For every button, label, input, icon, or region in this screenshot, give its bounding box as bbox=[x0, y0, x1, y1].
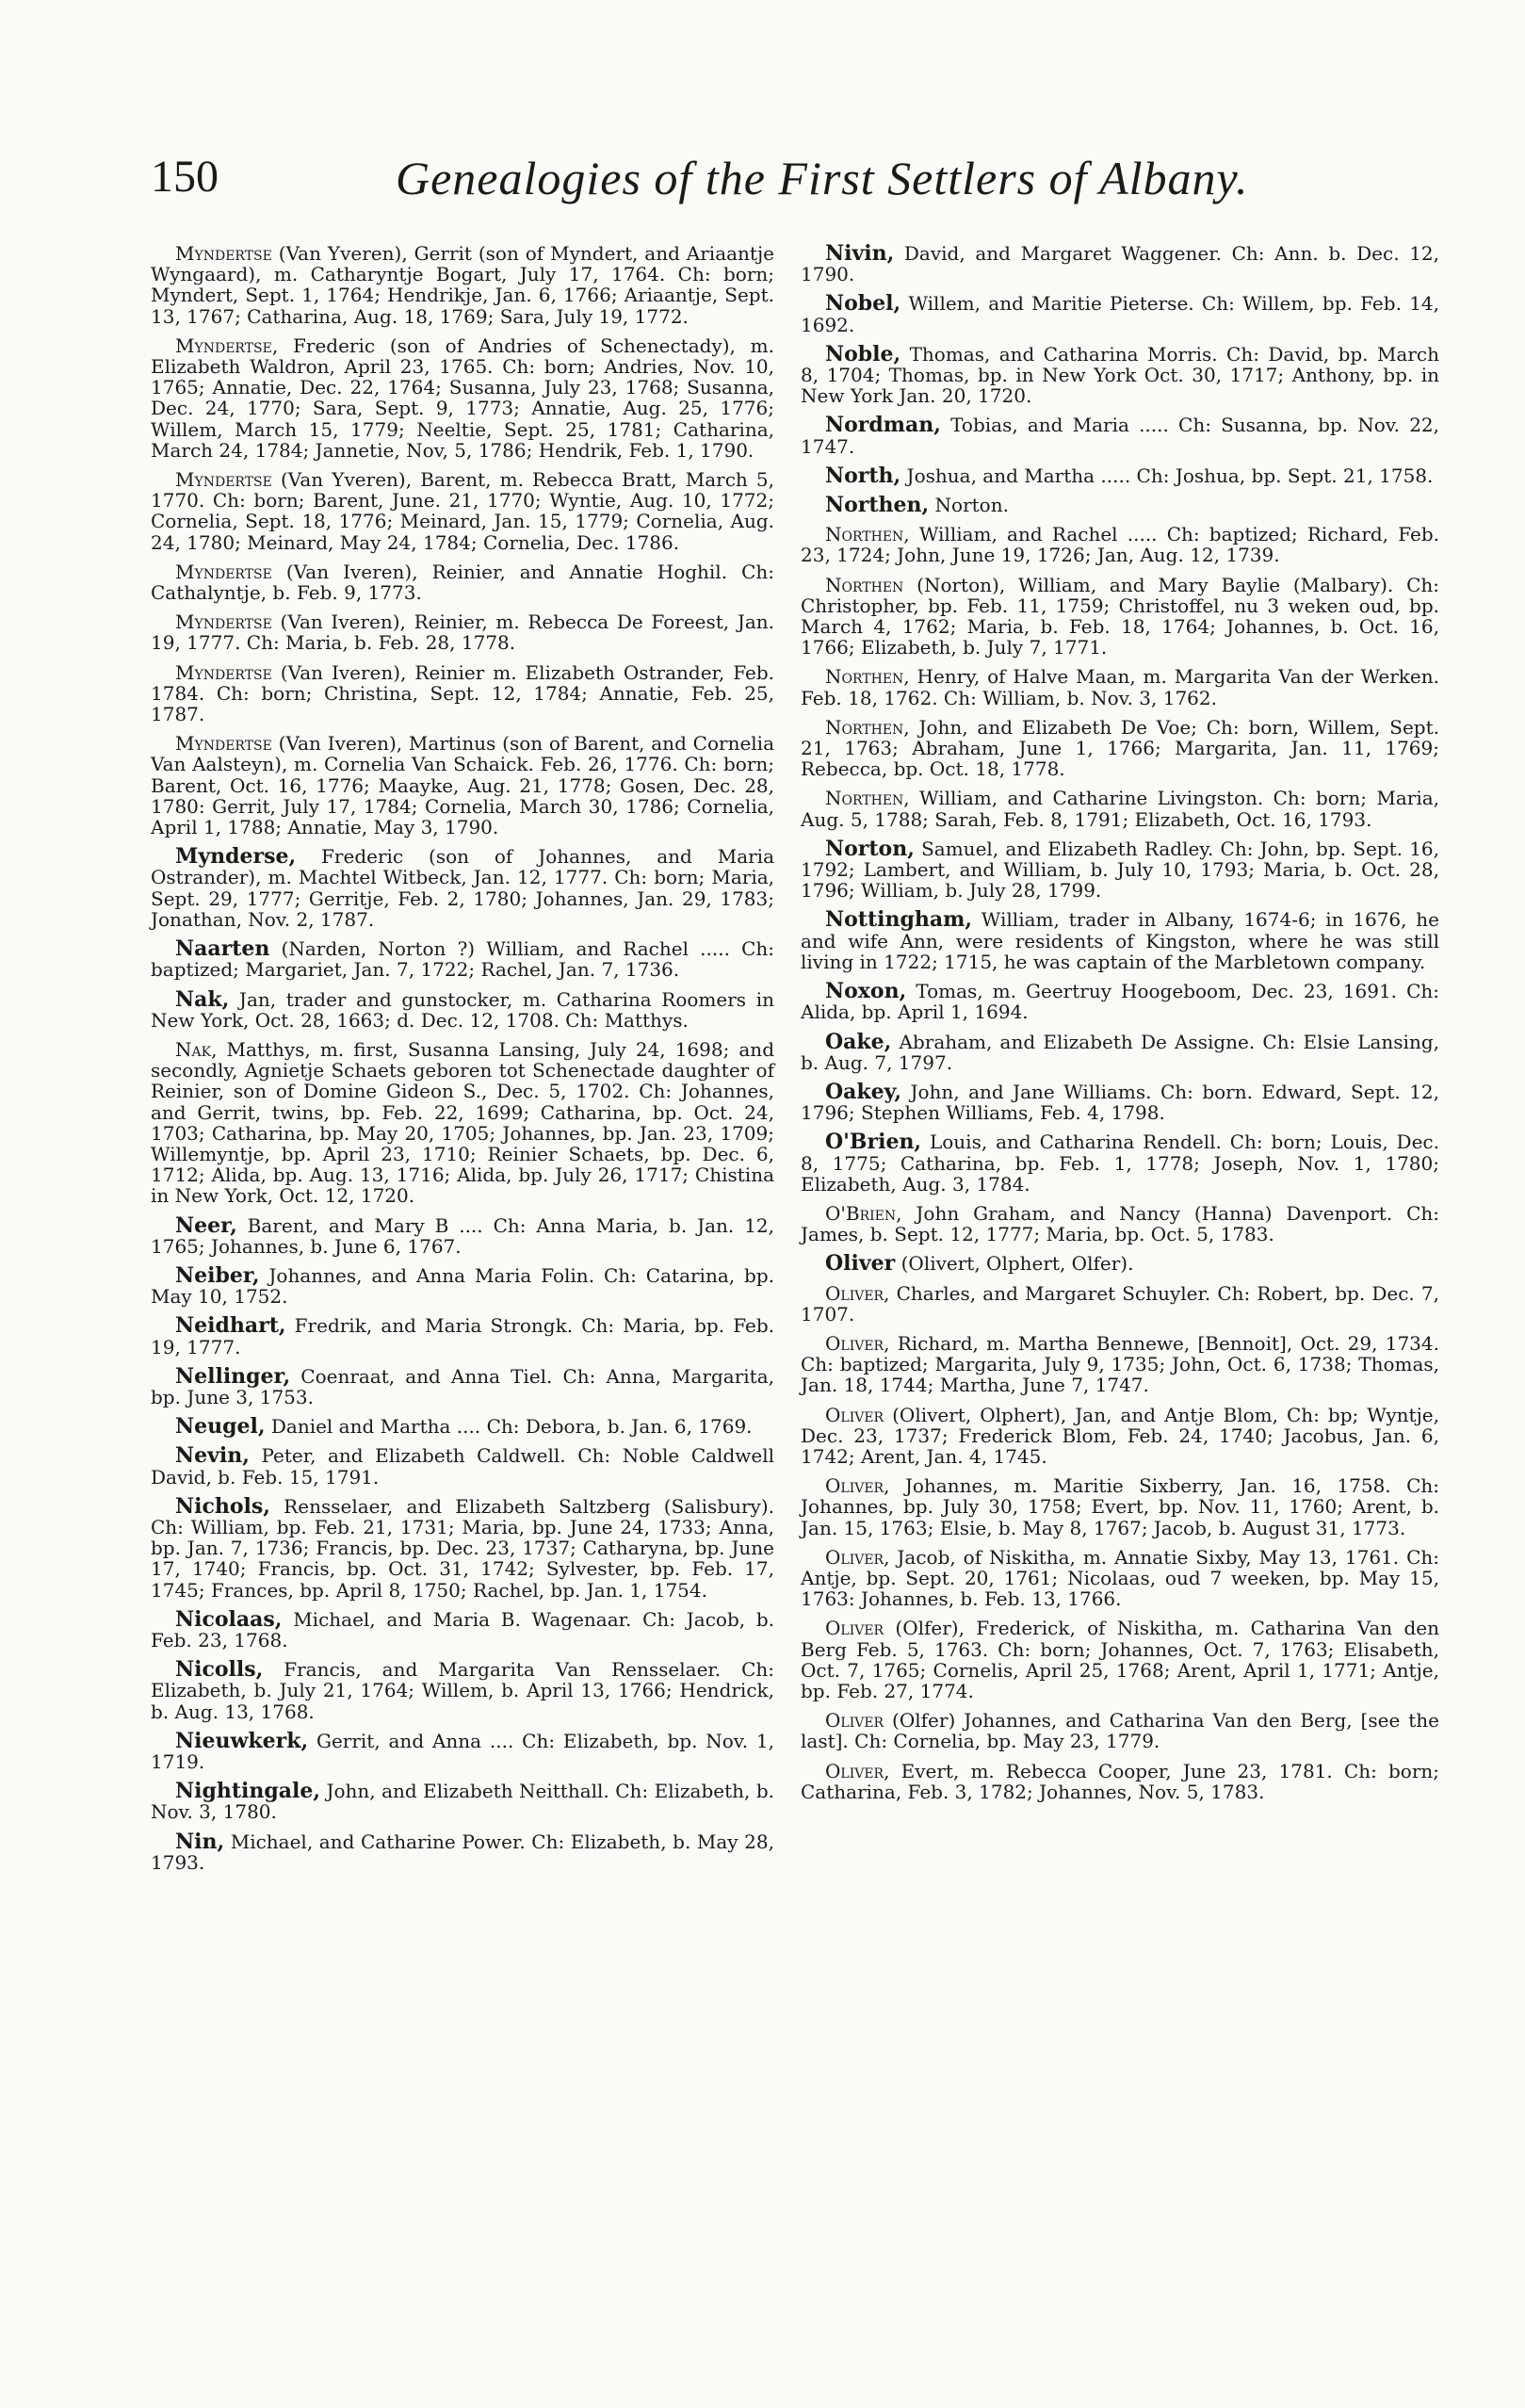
entry-surname: Nichols, bbox=[175, 1493, 270, 1519]
genealogy-entry bbox=[151, 335, 774, 461]
genealogy-entry bbox=[801, 1029, 1439, 1074]
entry-surname: Nak bbox=[175, 1037, 212, 1061]
running-title: Genealogies of the First Settlers of Albany. bbox=[396, 152, 1249, 204]
entry-surname: Nivin, bbox=[825, 241, 895, 266]
genealogy-entry bbox=[151, 1262, 774, 1309]
genealogy-entry bbox=[801, 465, 1439, 486]
entry-surname: Oliver bbox=[825, 1251, 896, 1277]
entry-text: Peter, and Elizabeth Caldwell. Ch: Noble Caldwell David, b. Feb. 15, 1791. bbox=[151, 1444, 774, 1489]
entry-text: Frederic (son of Johannes, and Maria Ostrander), m. Machtel Witbeck, Jan. 12, 1777. Ch: born; Maria, Sept. 29, 1777; Gerritje, Feb. 2, 1780; Johannes, Jan. 29, 1783; Jonathan, Nov. 2, 1787. bbox=[151, 845, 774, 931]
genealogy-entry bbox=[801, 1251, 1439, 1277]
entry-surname: Nevin, bbox=[175, 1443, 250, 1469]
entry-text: Fredrik, and Maria Strongk. Ch: Maria, bp. Feb. 19, 1777. bbox=[151, 1314, 774, 1359]
entry-surname: Nordman, bbox=[825, 413, 941, 438]
genealogy-entry bbox=[801, 717, 1439, 780]
entry-surname: Nottingham, bbox=[825, 907, 973, 933]
genealogy-entry bbox=[801, 1283, 1439, 1325]
entry-text: Norton. bbox=[929, 494, 1009, 517]
entry-surname: Myndertse bbox=[175, 468, 272, 492]
genealogy-entry bbox=[151, 1781, 774, 1822]
genealogy-entry bbox=[151, 469, 774, 553]
page-header bbox=[151, 151, 1432, 217]
entry-text: Samuel, and Elizabeth Radley. Ch: John, bp. Sept. 16, 1792; Lambert, and William, b. July 10, 1793; Maria, b. Oct. 28, 1796; William, b. July 28, 1799. bbox=[801, 837, 1439, 903]
entry-surname: Northen, bbox=[825, 493, 930, 518]
entry-surname: Oliver bbox=[825, 1759, 884, 1782]
entry-surname: O'Brien bbox=[825, 1201, 897, 1225]
entry-surname: Norton, bbox=[825, 836, 915, 861]
entry-surname: Myndertse bbox=[175, 334, 272, 357]
entry-surname: Noble, bbox=[825, 341, 901, 366]
genealogy-entry bbox=[151, 1728, 774, 1773]
entry-text: Thomas, and Catharina Morris. Ch: David, bp. March 8, 1704; Thomas, bp. in New York Oct. 30, 1717; Anthony, bp. in New York Jan. 20, 1720. bbox=[801, 342, 1439, 408]
genealogy-entry bbox=[801, 493, 1439, 518]
entry-surname: Neidhart, bbox=[175, 1313, 286, 1339]
entry-surname: Oliver bbox=[825, 1545, 884, 1569]
genealogy-entry bbox=[801, 981, 1439, 1022]
entry-surname: Myndertse bbox=[175, 660, 272, 684]
entry-surname: Northen bbox=[825, 665, 904, 689]
genealogy-entry bbox=[801, 1710, 1439, 1751]
entry-surname: O'Brien, bbox=[825, 1130, 922, 1155]
entry-text: (Van Yveren), Barent, m. Rebecca Bratt, March 5, 1770. Ch: born; Barent, June. 21, 1770; Wyntie, Aug. 10, 1772; Cornelia, Sept. 18, 1776; Meinard, Jan. 15, 1779; Cornelia, Aug. 24, 1780; Meinard, May 24, 1784; Cornelia, Dec. 1786. bbox=[151, 468, 774, 554]
entry-surname: Nin, bbox=[175, 1829, 225, 1854]
entry-text: Willem, and Maritie Pieterse. Ch: Willem, bp. Feb. 14, 1692. bbox=[801, 292, 1439, 336]
entry-surname: Oake, bbox=[825, 1029, 892, 1054]
genealogy-entry bbox=[801, 341, 1439, 408]
entry-surname: Myndertse bbox=[175, 732, 272, 756]
entry-text: , Richard, m. Martha Bennewe, [Bennoit], Oct. 29, 1734. Ch: baptized; Margarita, July 9, 1735; John, Oct. 6, 1738; Thomas, Jan. 18, 1744; Martha, June 7, 1747. bbox=[801, 1331, 1439, 1397]
entry-surname: Northen bbox=[825, 787, 904, 810]
entry-text: (Olivert, Olphert), Jan, and Antje Blom, Ch: bp; Wyntje, Dec. 23, 1737; Frederick Blom, Feb. 24, 1740; Jacobus, Jan. 6, 1742; Arent, Jan. 4, 1745. bbox=[801, 1403, 1439, 1468]
entry-surname: Nicolaas, bbox=[175, 1606, 283, 1632]
entry-text: , Johannes, m. Maritie Sixberry, Jan. 16, 1758. Ch: Johannes, bp. July 30, 1758; Evert, bp. Nov. 11, 1760; Arent, b. Jan. 15, 1763; Elsie, b. May 8, 1767; Jacob, b. August 31, 1773. bbox=[801, 1474, 1439, 1539]
entry-text: Johannes, and Anna Maria Folin. Ch: Catarina, bp. May 10, 1752. bbox=[151, 1263, 774, 1309]
entry-text: , Frederic (son of Andries of Schenectady), m. Elizabeth Waldron, April 23, 1765. Ch: born; Andries, Nov. 10, 1765; Annatie, Dec. 22, 1764; Susanna, July 23, 1768; Susanna, Dec. 24, 1770; Sara, Sept. 9, 1773; Annatie, Aug. 25, 1776; Willem, March 15, 1779; Neeltie, Sept. 25, 1781; Catharina, March 24, 1784; Jannetie, Nov, 5, 1786; Hendrik, Feb. 1, 1790. bbox=[151, 334, 774, 462]
genealogy-entry bbox=[151, 846, 774, 930]
entry-text: Michael, and Maria B. Wagenaar. Ch: Jacob, b. Feb. 23, 1768. bbox=[151, 1607, 774, 1651]
genealogy-entry bbox=[801, 838, 1439, 902]
entry-text: Abraham, and Elizabeth De Assigne. Ch: Elsie Lansing, b. Aug. 7, 1797. bbox=[801, 1030, 1439, 1074]
entry-text: (Van Iveren), Reinier, and Annatie Hoghil. Ch: Cathalyntje, b. Feb. 9, 1773. bbox=[151, 560, 774, 605]
page-number: 150 bbox=[151, 152, 219, 202]
genealogy-entry bbox=[151, 1315, 774, 1357]
entry-text: Jan, trader and gunstocker, m. Catharina Roomers in New York, Oct. 28, 1663; d. Dec. 12, 1708. Ch: Matthys. bbox=[151, 987, 774, 1032]
genealogy-entry bbox=[801, 293, 1439, 334]
entry-text: , Charles, and Margaret Schuyler. Ch: Robert, bp. Dec. 7, 1707. bbox=[801, 1281, 1439, 1326]
genealogy-entry bbox=[151, 1039, 774, 1207]
genealogy-entry bbox=[151, 1212, 774, 1258]
entry-text: Daniel and Martha .... Ch: Debora, b. Jan. 6, 1769. bbox=[265, 1415, 753, 1439]
genealogy-entry bbox=[151, 1831, 774, 1873]
left-column bbox=[151, 243, 774, 1881]
genealogy-entry bbox=[801, 1333, 1439, 1396]
entry-surname: Myndertse bbox=[175, 560, 272, 583]
genealogy-entry bbox=[801, 1618, 1439, 1701]
genealogy-entry bbox=[151, 1606, 774, 1651]
entry-text: (Olfer), Frederick, of Niskitha, m. Catharina Van den Berg Feb. 5, 1763. Ch: born; Johannes, Oct. 7, 1763; Elisabeth, Oct. 7, 1765; Cornelis, April 25, 1768; Arent, April 1, 1771; Antje, bp. Feb. 27, 1774. bbox=[801, 1617, 1439, 1702]
genealogy-entry bbox=[801, 666, 1439, 708]
entry-text: Gerrit, and Anna .... Ch: Elizabeth, bp. Nov. 1, 1719. bbox=[151, 1729, 774, 1773]
genealogy-entry bbox=[801, 1079, 1439, 1125]
genealogy-entry bbox=[801, 575, 1439, 659]
entry-surname: Oliver bbox=[825, 1474, 884, 1498]
entry-surname: Naarten bbox=[175, 936, 270, 962]
entry-text: , Matthys, m. first, Susanna Lansing, July 24, 1698; and secondly, Agnietje Schaets geboren tot Schenectade daughter of Reinier, son of Domine Gideon S., Dec. 5, 1702. Ch: Johannes, and Gerrit, twins, bp. Feb. 22, 1699; Catharina, bp. Oct. 24, 1703; Catharina, bp. May 20, 1705; Johannes, bp. Jan. 23, 1709; Willemyntje, bp. April 23, 1710; Reinier Schaets, bp. Dec. 6, 1712; Alida, bp. Aug. 13, 1716; Alida, bp. July 26, 1717; Chistina in New York, Oct. 12, 1720. bbox=[151, 1037, 774, 1208]
entry-surname: Nightingale, bbox=[175, 1779, 321, 1804]
entry-surname: Nicolls, bbox=[175, 1657, 264, 1683]
genealogy-entry bbox=[151, 1414, 774, 1440]
right-column bbox=[801, 243, 1439, 1811]
entry-surname: Myndertse bbox=[175, 242, 272, 265]
entry-text: Louis, and Catharina Rendell. Ch: born; Louis, Dec. 8, 1775; Catharina, bp. Feb. 1, 1778; Joseph, Nov. 1, 1780; Elizabeth, Aug. 3, 1784. bbox=[801, 1131, 1439, 1196]
genealogy-entry bbox=[801, 1547, 1439, 1610]
entry-text: William, trader in Albany, 1674-6; in 1676, he and wife Ann, were residents of Kingston, where he was still living in 1722; 1715, he was captain of the Marbletown company. bbox=[801, 908, 1439, 973]
entry-text: , William, and Catharine Livingston. Ch: born; Maria, Aug. 5, 1788; Sarah, Feb. 8, 1791; Elizabeth, Oct. 16, 1793. bbox=[801, 787, 1439, 831]
entry-surname: Northen bbox=[825, 523, 904, 546]
genealogy-entry bbox=[801, 1475, 1439, 1538]
entry-text: (Van Iveren), Reinier m. Elizabeth Ostrander, Feb. 1784. Ch: born; Christina, Sept. 12, 1784; Annatie, Feb. 25, 1787. bbox=[151, 660, 774, 726]
entry-surname: Neiber, bbox=[175, 1262, 260, 1288]
genealogy-entry bbox=[151, 611, 774, 653]
entry-surname: North, bbox=[825, 463, 901, 488]
entry-text: David, and Margaret Waggener. Ch: Ann. b. Dec. 12, 1790. bbox=[801, 242, 1439, 286]
entry-surname: Nieuwkerk, bbox=[175, 1728, 309, 1753]
entry-surname: Northen bbox=[825, 573, 904, 596]
entry-text: , William, and Rachel ..... Ch: baptized; Richard, Feb. 23, 1724; John, June 19, 1726; Jan, Aug. 12, 1739. bbox=[801, 523, 1439, 567]
genealogy-entry bbox=[151, 986, 774, 1032]
entry-surname: Oliver bbox=[825, 1281, 884, 1305]
entry-surname: Oliver bbox=[825, 1617, 884, 1640]
entry-text: Coenraat, and Anna Tiel. Ch: Anna, Margarita, bp. June 3, 1753. bbox=[151, 1364, 774, 1408]
genealogy-entry bbox=[151, 1493, 774, 1602]
genealogy-entry bbox=[801, 1203, 1439, 1245]
genealogy-entry bbox=[801, 788, 1439, 829]
entry-surname: Mynderse, bbox=[175, 844, 297, 870]
genealogy-entry bbox=[801, 1405, 1439, 1468]
entry-text: (Olfer) Johannes, and Catharina Van den Berg, [see the last]. Ch: Cornelia, bp. May 23, 1779. bbox=[801, 1709, 1439, 1753]
entry-text: Joshua, and Martha ..... Ch: Joshua, bp. Sept. 21, 1758. bbox=[900, 464, 1434, 487]
entry-text: Michael, and Catharine Power. Ch: Elizabeth, b. May 28, 1793. bbox=[151, 1830, 774, 1874]
entry-text: , John, and Elizabeth De Voe; Ch: born, Willem, Sept. 21, 1763; Abraham, June 1, 1766; Margarita, Jan. 11, 1769; Rebecca, bp. Oct. 18, 1778. bbox=[801, 715, 1439, 781]
entry-text: , Jacob, of Niskitha, m. Annatie Sixby, May 13, 1761. Ch: Antje, bp. Sept. 20, 1761; Nicolaas, oud 7 weeken, bp. May 15, 1763: Johannes, b. Feb. 13, 1766. bbox=[801, 1545, 1439, 1611]
entry-text: (Van Iveren), Reinier, m. Rebecca De Foreest, Jan. 19, 1777. Ch: Maria, b. Feb. 28, 1778. bbox=[151, 610, 774, 655]
genealogy-entry bbox=[151, 1445, 774, 1487]
genealogy-entry bbox=[151, 733, 774, 838]
entry-text: (Olivert, Olphert, Olfer). bbox=[895, 1252, 1134, 1276]
entry-surname: Myndertse bbox=[175, 610, 272, 634]
entry-surname: Nobel, bbox=[825, 291, 901, 317]
entry-surname: Oliver bbox=[825, 1709, 884, 1733]
genealogy-entry bbox=[801, 1131, 1439, 1195]
entry-text: Tobias, and Maria ..... Ch: Susanna, bp. Nov. 22, 1747. bbox=[801, 414, 1439, 458]
entry-text: (Norton), William, and Mary Baylie (Malbary). Ch: Christopher, bp. Feb. 11, 1759; Christoffel, nu 3 weken oud, bp. March 4, 1762; Maria, b. Feb. 18, 1764; Johannes, b. Oct. 16, 1766; Elizabeth, b. July 7, 1771. bbox=[801, 573, 1439, 659]
genealogy-entry bbox=[801, 909, 1439, 972]
entry-text: John, and Jane Williams. Ch: born. Edward, Sept. 12, 1796; Stephen Williams, Feb. 4, 1798. bbox=[801, 1080, 1439, 1125]
entry-text: John, and Elizabeth Neitthall. Ch: Elizabeth, b. Nov. 3, 1780. bbox=[151, 1780, 774, 1824]
entry-text: Francis, and Margarita Van Rensselaer. Ch: Elizabeth, b. July 21, 1764; Willem, b. April 13, 1766; Hendrick, b. Aug. 13, 1768. bbox=[151, 1658, 774, 1723]
entry-surname: Nellinger, bbox=[175, 1363, 291, 1389]
genealogy-entry bbox=[151, 938, 774, 980]
entry-surname: Oakey, bbox=[825, 1079, 901, 1104]
entry-text: , Evert, m. Rebecca Cooper, June 23, 1781. Ch: born; Catharina, Feb. 3, 1782; Johannes, Nov. 5, 1783. bbox=[801, 1759, 1439, 1803]
genealogy-entry bbox=[801, 243, 1439, 285]
genealogy-entry bbox=[151, 243, 774, 327]
entry-text: Tomas, m. Geertruy Hoogeboom, Dec. 23, 1691. Ch: Alida, bp. April 1, 1694. bbox=[801, 980, 1439, 1024]
genealogy-entry bbox=[801, 1761, 1439, 1802]
genealogy-entry bbox=[151, 662, 774, 725]
entry-surname: Neer, bbox=[175, 1212, 237, 1238]
entry-surname: Noxon, bbox=[825, 979, 907, 1004]
genealogy-entry bbox=[151, 1363, 774, 1408]
genealogy-entry bbox=[151, 561, 774, 603]
entry-surname: Northen bbox=[825, 715, 904, 739]
genealogy-entry bbox=[801, 524, 1439, 565]
genealogy-entry bbox=[151, 1659, 774, 1722]
entry-surname: Nak, bbox=[175, 986, 230, 1012]
entry-text: , John Graham, and Nancy (Hanna) Davenport. Ch: James, b. Sept. 12, 1777; Maria, bp. Oct. 5, 1783. bbox=[801, 1201, 1439, 1246]
entry-text: , Henry, of Halve Maan, m. Margarita Van der Werken. Feb. 18, 1762. Ch: William, b. Nov. 3, 1762. bbox=[801, 665, 1439, 709]
entry-surname: Oliver bbox=[825, 1331, 884, 1355]
entry-text: (Van Iveren), Martinus (son of Barent, and Cornelia Van Aalsteyn), m. Cornelia Van Schaick. Feb. 26, 1776. Ch: born; Barent, Oct. 16, 1776; Maayke, Aug. 21, 1778; Gosen, Dec. 28, 1780: Gerrit, July 17, 1784; Cornelia, March 30, 1786; Cornelia, April 1, 1788; Annatie, May 3, 1790. bbox=[151, 732, 774, 839]
entry-text: (Van Yveren), Gerrit (son of Myndert, and Ariaantje Wyngaard), m. Catharyntje Bogart, July 17, 1764. Ch: born; Myndert, Sept. 1, 1764; Hendrikje, Jan. 6, 1766; Ariaantje, Sept. 13, 1767; Catharina, Aug. 18, 1769; Sara, July 19, 1772. bbox=[151, 242, 774, 328]
entry-text: Rensselaer, and Elizabeth Saltzberg (Salisbury). Ch: William, bp. Feb. 21, 1731; Maria, bp. June 24, 1733; Anna, bp. Jan. 7, 1736; Francis, bp. Dec. 23, 1737; Catharyna, bp. June 17, 1740; Francis, bp. Oct. 31, 1742; Sylvester, bp. Feb. 17, 1745; Frances, bp. April 8, 1750; Rachel, bp. Jan. 1, 1754. bbox=[151, 1494, 774, 1602]
genealogy-entry bbox=[801, 415, 1439, 456]
entry-surname: Neugel, bbox=[175, 1414, 266, 1440]
entry-text: Barent, and Mary B .... Ch: Anna Maria, b. Jan. 12, 1765; Johannes, b. June 6, 1767. bbox=[151, 1213, 774, 1258]
entry-text: (Narden, Norton ?) William, and Rachel ..... Ch: baptized; Margariet, Jan. 7, 1722; Rachel, Jan. 7, 1736. bbox=[151, 937, 774, 982]
entry-surname: Oliver bbox=[825, 1403, 884, 1426]
